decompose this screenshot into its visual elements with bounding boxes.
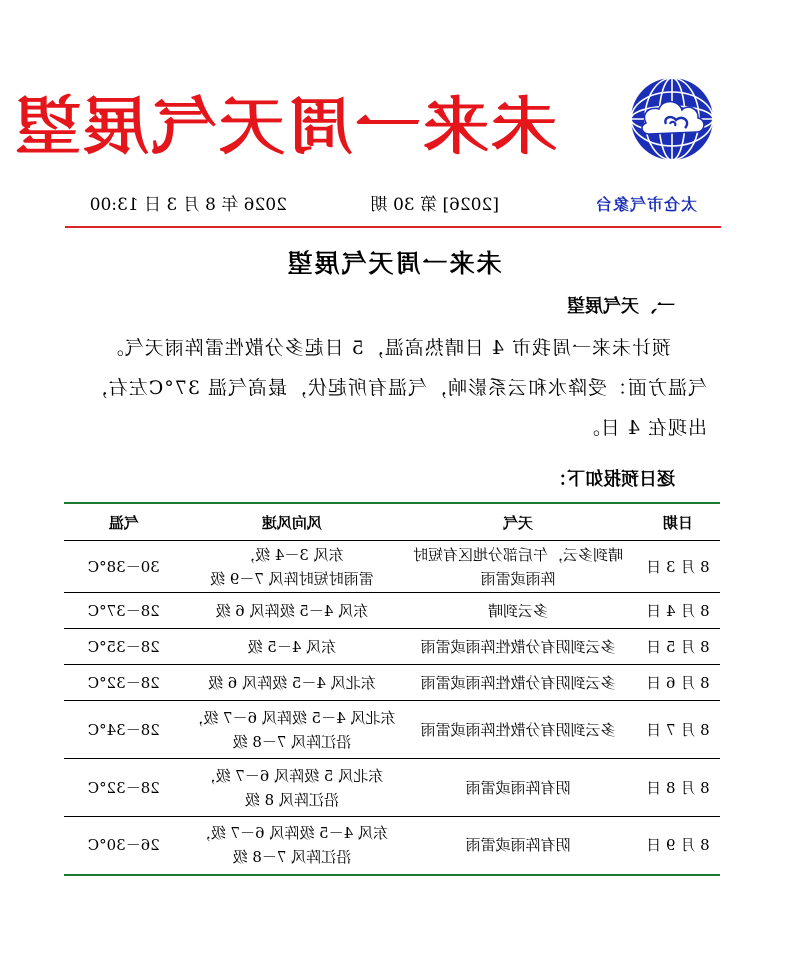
cell-temperature: 28－32°C	[64, 665, 183, 701]
cell-weather-line: 多云到晴	[488, 601, 549, 620]
cell-wind	[183, 541, 400, 593]
cell-weather	[400, 593, 636, 629]
cell-date: 8 月 3 日	[636, 541, 720, 593]
cell-temperature: 28－35°C	[64, 629, 183, 665]
cell-weather-line: 阵雨或雷雨	[480, 569, 556, 588]
table-row	[64, 541, 720, 593]
issue-number: [2026] 第 30 期	[370, 195, 499, 215]
column-header-date: 日期	[636, 503, 720, 541]
cell-date: 8 月 8 日	[636, 759, 720, 817]
cell-date: 8 月 4 日	[636, 593, 720, 629]
cell-weather	[400, 665, 636, 701]
cell-date: 8 月 7 日	[636, 701, 720, 759]
section-heading: 一、天气展望	[567, 296, 675, 317]
cell-wind	[183, 665, 400, 701]
forecast-paragraph	[67, 328, 707, 448]
column-header-weather: 天气	[400, 503, 636, 541]
daily-heading: 逐日预报如下：	[549, 469, 675, 490]
cell-wind-line: 沿江阵风 7－8 级	[232, 848, 352, 867]
cell-weather	[400, 541, 636, 593]
cell-wind-line: 东北风 4－5 级阵风 6－7 级，	[188, 708, 396, 727]
cell-weather	[400, 759, 636, 817]
cell-wind-line: 沿江阵风 7－8 级	[232, 732, 352, 751]
banner-title: 未来一周天气展望	[13, 89, 557, 164]
cell-weather	[400, 701, 636, 759]
cell-wind-line: 沿江阵风 8 级	[244, 790, 339, 809]
table-row	[64, 817, 720, 875]
table-row	[64, 701, 720, 759]
column-header-wind: 风向风速	[183, 503, 400, 541]
cell-temperature: 28－32°C	[64, 759, 183, 817]
table-header-row	[64, 503, 720, 541]
cell-wind	[183, 759, 400, 817]
meteorological-logo-icon	[623, 76, 721, 162]
forecast-table	[64, 502, 720, 876]
cell-weather	[400, 817, 636, 875]
table-row	[64, 759, 720, 817]
organization-name: 太仓市气象台	[594, 195, 697, 214]
paragraph-line: 预计未来一周我市 4 日晴热高温，5 日起多分散性雷阵雨天气。	[103, 337, 671, 359]
cell-weather-line: 多云到阴有分散性阵雨或雷雨	[420, 720, 616, 739]
cell-date: 8 月 9 日	[636, 817, 720, 875]
cell-wind	[183, 701, 400, 759]
cell-temperature: 30－38°C	[64, 541, 183, 593]
cell-date: 8 月 5 日	[636, 629, 720, 665]
table-row	[64, 629, 720, 665]
table-row	[64, 593, 720, 629]
cell-weather-line: 阴有阵雨或雷雨	[465, 836, 571, 855]
paragraph-line: 气温方面：受降水和云系影响，气温有所起伏，最高气温 37°C左右，	[87, 377, 707, 399]
column-header-temp: 气温	[64, 503, 183, 541]
cell-wind	[183, 629, 400, 665]
cell-wind-line: 东北风 4－5 级阵风 6 级	[207, 673, 376, 692]
cell-wind	[183, 593, 400, 629]
cell-wind-line: 东风 3－4 级，	[240, 545, 344, 564]
document-title: 未来一周天气展望	[285, 249, 502, 278]
issue-date: 2026 年 8 月 3 日 13:00	[89, 195, 287, 215]
issue-info-row	[63, 190, 723, 220]
cell-weather-line: 多云到阴有分散性阵雨或雷雨	[420, 637, 616, 656]
cell-wind-line: 东风 4－5 级	[247, 637, 337, 656]
cell-weather	[400, 629, 636, 665]
paragraph-line: 出现在 4 日。	[579, 417, 707, 439]
cell-temperature: 28－34°C	[64, 701, 183, 759]
cell-weather-line: 阴有阵雨或雷雨	[465, 778, 571, 797]
cell-temperature: 26－30°C	[64, 817, 183, 875]
cell-wind	[183, 817, 400, 875]
cell-wind-line: 雷雨时短时阵风 7－9 级	[210, 569, 374, 588]
cell-date: 8 月 6 日	[636, 665, 720, 701]
table-row	[64, 665, 720, 701]
cell-wind-line: 东风 4－5 级阵风 6 级	[215, 601, 369, 620]
cell-weather-line: 晴到多云，午后部分地区有短时	[413, 545, 624, 564]
cell-wind-line: 东风 4－5 级阵风 6－7 级，	[195, 824, 388, 843]
cell-wind-line: 东北风 5 级阵风 6－7 级，	[200, 766, 384, 785]
cell-temperature: 28－37°C	[64, 593, 183, 629]
header-divider	[65, 226, 721, 228]
cell-weather-line: 多云到阴有分散性阵雨或雷雨	[420, 673, 616, 692]
